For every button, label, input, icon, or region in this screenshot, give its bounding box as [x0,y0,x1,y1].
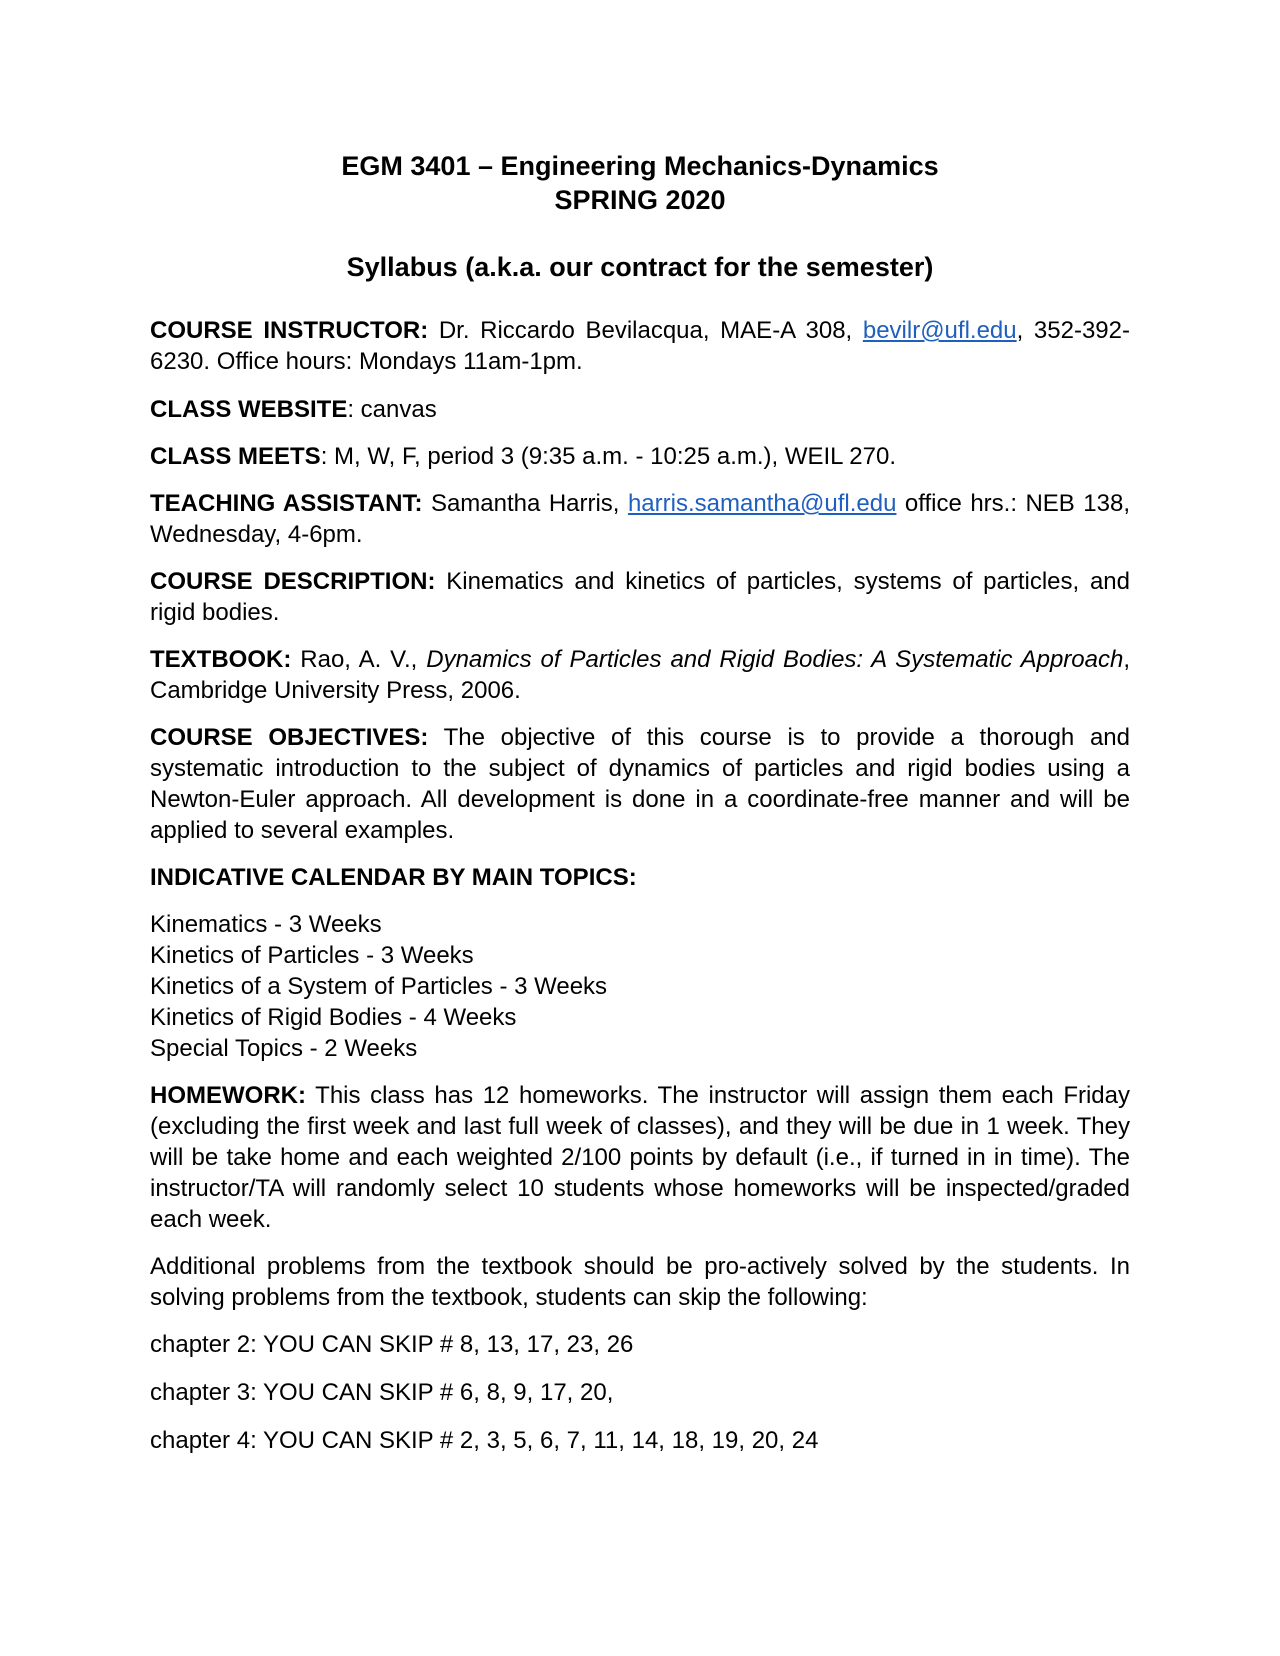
calendar-topic-list [150,909,1130,1064]
instructor-contact: , 352-392-6230. Office hours: Mondays 11am-1pm. [150,317,1130,375]
description-paragraph [150,566,1130,628]
description-label: COURSE DESCRIPTION: [150,568,436,595]
instructor-paragraph [150,315,1130,377]
chapter-skip-item: chapter 2: YOU CAN SKIP # 8, 13, 17, 23, 26 [150,1331,634,1358]
instructor-text: Dr. Riccardo Bevilacqua, MAE-A 308, [428,317,863,344]
objectives-text: The objective of this course is to provide a thorough and systematic introduction to the subject of dynamics of particles and rigid bodies using a Newton-Euler approach. All development is done in a coordinate-free manner and will be applied to several examples. [150,724,1130,844]
textbook-label: TEXTBOOK: [150,646,292,673]
objectives-label: COURSE OBJECTIVES: [150,724,429,751]
website-label: CLASS WEBSITE [150,396,348,423]
ta-hours: office hrs.: NEB 138, Wednesday, 4-6pm. [150,490,1130,548]
ta-text: Samantha Harris, [422,490,628,517]
course-title: EGM 3401 – Engineering Mechanics-Dynamics [341,151,939,181]
homework-paragraph [150,1080,1130,1235]
syllabus-body [150,315,1130,1473]
textbook-title: Dynamics of Particles and Rigid Bodies: A Systematic Approach [426,646,1124,673]
instructor-label: COURSE INSTRUCTOR: [150,317,429,344]
calendar-topic-item: Kinematics - 3 Weeks [150,911,382,938]
calendar-heading [150,862,1130,893]
textbook-paragraph [150,644,1130,706]
meets-label: CLASS MEETS [150,443,321,470]
website-paragraph [150,394,1130,425]
calendar-topic-item: Kinetics of Particles - 3 Weeks [150,942,474,969]
chapter-skip-item: chapter 3: YOU CAN SKIP # 6, 8, 9, 17, 20, [150,1379,614,1406]
instructor-email-link[interactable]: bevilr@ufl.edu [862,317,1017,344]
description-text: Kinematics and kinetics of particles, systems of particles, and rigid bodies. [150,568,1131,626]
calendar-topic-item: Kinetics of a System of Particles - 3 Weeks [150,973,608,1000]
document-subtitle: Syllabus (a.k.a. our contract for the semester) [346,252,934,282]
textbook-author: Rao, A. V., [291,646,427,673]
chapter-skip-item: chapter 4: YOU CAN SKIP # 2, 3, 5, 6, 7, 11, 14, 18, 19, 20, 24 [150,1427,819,1454]
website-text: : canvas [347,396,437,423]
meets-text: : M, W, F, period 3 (9:35 a.m. - 10:25 a.m.), WEIL 270. [320,443,897,470]
calendar-label: INDICATIVE CALENDAR BY MAIN TOPICS: [150,864,637,891]
calendar-topic-item: Kinetics of Rigid Bodies - 4 Weeks [150,1004,517,1031]
textbook-publisher: , Cambridge University Press, 2006. [150,646,1130,704]
document-title [150,149,1130,217]
ta-email-link[interactable]: harris.samantha@ufl.edu [627,490,897,517]
meets-paragraph [150,441,1130,472]
objectives-paragraph [150,722,1130,846]
homework-text: This class has 12 homeworks. The instructor will assign them each Friday (excluding the first week and last full week of classes), and they will be due in 1 week. They will be take home and each weighted 2/100 points by default (i.e., if turned in in time). The instructor/TA will randomly select 10 students whose homeworks will be inspected/graded each week. [150,1082,1130,1233]
additional-problems-paragraph: Additional problems from the textbook should be pro-actively solved by the students. In solving problems from the textbook, students can skip the following: [150,1253,1130,1311]
ta-label: TEACHING ASSISTANT: [150,490,423,517]
calendar-topic-item: Special Topics - 2 Weeks [150,1035,418,1062]
ta-paragraph [150,488,1130,550]
homework-label: HOMEWORK: [150,1082,306,1109]
term: SPRING 2020 [554,185,726,215]
